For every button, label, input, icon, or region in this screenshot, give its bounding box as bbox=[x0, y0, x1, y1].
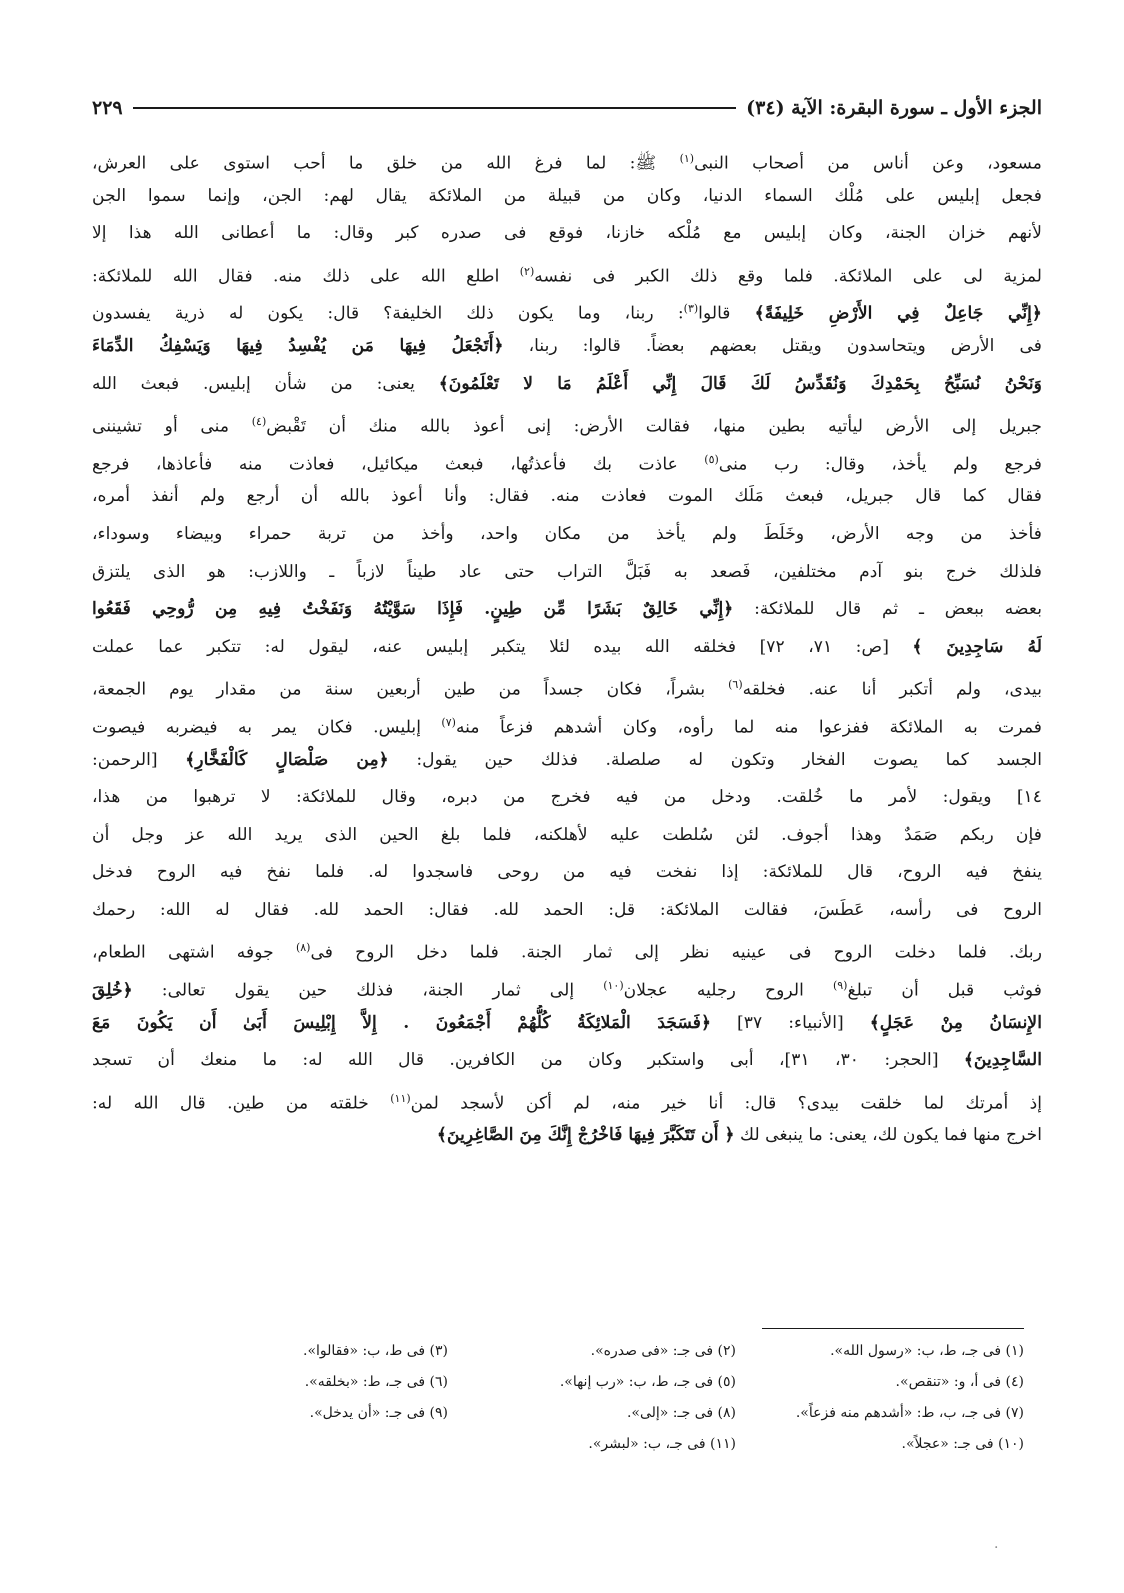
text-segment: اخرج منها فما يكون لك، يعنى: ما ينبغى لك bbox=[734, 1125, 1042, 1146]
text-segment: فوثب قبل أن تبلغ bbox=[847, 980, 1042, 1001]
text-segment: إذ أمرتك لما خلقت بيدى؟ قال: أنا خير منه، لم أكن لأسجد لمن bbox=[410, 1093, 1042, 1114]
text-line bbox=[92, 140, 1042, 178]
text-line bbox=[92, 441, 1042, 479]
footnote-marker: (٥) bbox=[704, 452, 719, 466]
text-line bbox=[92, 1117, 1042, 1155]
footnote: (١) فى جـ، ط، ب: «رسول الله». bbox=[830, 1343, 1024, 1359]
footnote: (١١) فى جـ، ب: «لبشر». bbox=[588, 1436, 736, 1452]
text-line bbox=[92, 591, 1042, 629]
text-segment: عاذت بك فأعذتُها، فبعث ميكائيل، فعاذت منه فأعاذها، فرجع bbox=[92, 454, 705, 475]
text-segment: فى الأرض ويتحاسدون ويقتل بعضهم بعضاً. قالوا: ربنا، bbox=[503, 335, 1042, 356]
text-segment: الروح فى رأسه، عَطَسَ، فقالت الملائكة: قل: الحمد لله. فقال: الحمد لله. فقال له الله: رحمك bbox=[92, 899, 1042, 920]
quran-verse: ﴿إِنِّي خَالِقٌ بَشَرًا مِّن طِينٍ. فَإِذَا سَوَّيْتُهُ وَنَفَخْتُ فِيهِ مِن رُّوحِي فَقَعُوا bbox=[92, 599, 734, 620]
text-segment: [الحجر: ٣٠، ٣١]، أبى واستكبر وكان من الكافرين. قال الله له: ما منعك أن تسجد bbox=[92, 1050, 964, 1071]
text-segment: [الرحمن: bbox=[92, 749, 186, 770]
text-segment: [ص: ٧١، ٧٢] فخلقه الله بيده لئلا يتكبر إبليس عنه، ليقول له: تتكبر عما عملت bbox=[92, 636, 913, 657]
text-segment: فمرت به الملائكة ففزعوا منه لما رأوه، وكان أشدهم فزعاً منه bbox=[455, 717, 1042, 738]
header-rule bbox=[133, 107, 737, 109]
page-number: ٢٢٩ bbox=[92, 97, 123, 119]
text-segment: فلذلك خرج بنو آدم مختلفين، فَصعد به فَبَلَّ التراب حتى عاد طيناً لازباً ـ واللازب: هو الذى يلتزق bbox=[92, 561, 1042, 582]
quran-verse: ﴿ أَن تَتَكَبَّرَ فِيهَا فَاخْرُجْ إِنَّكَ مِنَ الصَّاغِرِينَ﴾ bbox=[436, 1125, 735, 1146]
text-line bbox=[92, 629, 1042, 667]
footnote-marker: (١) bbox=[679, 152, 695, 165]
text-segment: [الأنبياء: ٣٧] bbox=[711, 1012, 870, 1033]
text-segment: فجعل إبليس على مُلْك السماء الدنيا، وكان من قبيلة من الملائكة يقال لهم: الجن، وإنما سموا الجن bbox=[92, 185, 1042, 206]
text-line bbox=[92, 892, 1042, 930]
footnote: (٤) فى أ، و: «تنقص». bbox=[895, 1374, 1024, 1390]
footnote-marker: (٣) bbox=[683, 302, 699, 316]
footnote-marker: (١٠) bbox=[603, 979, 624, 993]
quran-verse: ﴿إِنِّي جَاعِلٌ فِي الأَرْضِ خَلِيفَةً﴾ bbox=[754, 304, 1042, 325]
text-segment: الجسد كما يصوت الفخار وتكون له صلصلة. فذلك حين يقول: bbox=[388, 749, 1042, 770]
text-segment: إلى ثمار الجنة، فذلك حين يقول تعالى: bbox=[132, 980, 604, 1001]
text-line bbox=[92, 178, 1042, 216]
text-line bbox=[92, 1042, 1042, 1080]
text-segment: ﷺ: لما فرغ الله من خلق ما أحب استوى على العرش، bbox=[92, 153, 680, 174]
footnotes bbox=[160, 1337, 1024, 1458]
footnote: (١٠) فى جـ: «عجلاً». bbox=[901, 1436, 1024, 1452]
text-line bbox=[92, 554, 1042, 592]
footnote: (٧) فى جـ، ب، ط: «أشدهم منه فزعاً». bbox=[795, 1405, 1024, 1421]
text-segment: فأخذ من وجه الأرض، وخَلَطَ ولم يأخذ من مكان واحد، وأخذ من تربة حمراء وبيضاء وسوداء، bbox=[92, 523, 1042, 544]
text-line bbox=[92, 817, 1042, 855]
quran-verse: ﴿خُلِقَ bbox=[92, 980, 133, 1001]
quran-verse: السَّاجِدِينَ﴾ bbox=[963, 1050, 1042, 1071]
text-line bbox=[92, 478, 1042, 516]
text-line bbox=[92, 742, 1042, 780]
text-line bbox=[92, 328, 1042, 366]
text-line bbox=[92, 854, 1042, 892]
text-segment: فقال كما قال جبريل، فبعث مَلَك الموت فعاذت منه. فقال: وأنا أعوذ بالله أن أرجع ولم أنفذ أمره، bbox=[92, 486, 1042, 507]
text-line bbox=[92, 253, 1042, 291]
footnote: (٢) فى جـ: «فى صدره». bbox=[590, 1343, 736, 1359]
text-segment: مسعود، وعن أناس من أصحاب النبى bbox=[694, 153, 1042, 174]
text-segment: قالوا bbox=[698, 304, 755, 325]
footnote-marker: (٤) bbox=[251, 415, 267, 429]
text-segment: بعضه ببعض ـ ثم قال للملائكة: bbox=[733, 599, 1042, 620]
text-line bbox=[92, 516, 1042, 554]
footnote-marker: (١١) bbox=[390, 1091, 411, 1105]
footnote-marker: (٢) bbox=[519, 264, 535, 278]
text-line bbox=[92, 1005, 1042, 1043]
text-segment: لمزية لى على الملائكة. فلما وقع ذلك الكبر فى نفسه bbox=[534, 266, 1042, 287]
text-segment: ينفخ فيه الروح، قال للملائكة: إذا نفخت فيه من روحى فاسجدوا له. فلما نفخ فيه الروح فدخل bbox=[92, 862, 1042, 883]
text-line bbox=[92, 779, 1042, 817]
footnote: (٣) فى ط، ب: «فقالوا». bbox=[303, 1343, 448, 1359]
text-line bbox=[92, 215, 1042, 253]
text-line bbox=[92, 666, 1042, 704]
text-segment: الروح رجليه عجلان bbox=[623, 980, 833, 1001]
text-segment: اطلع الله على ذلك منه. فقال الله للملائكة: bbox=[92, 266, 520, 287]
footnote-marker: (٧) bbox=[441, 715, 456, 729]
text-line bbox=[92, 366, 1042, 404]
running-title: الجزء الأول ـ سورة البقرة: الآية (٣٤) bbox=[746, 97, 1042, 119]
text-segment: خلقته من طين. قال الله له: bbox=[92, 1093, 391, 1114]
text-line bbox=[92, 1080, 1042, 1118]
quran-verse: ﴿فَسَجَدَ الْمَلائِكَةُ كُلُّهُمْ أَجْمَعُونَ . إِلاَّ إِبْلِيسَ أَبَىٰ أَن يَكُونَ مَعَ bbox=[92, 1012, 712, 1033]
quran-verse: ﴿مِن صَلْصَالٍ كَالْفَخَّارِ﴾ bbox=[185, 749, 389, 770]
text-line bbox=[92, 967, 1042, 1005]
margin-mark: · bbox=[994, 1540, 999, 1556]
main-text bbox=[92, 140, 1042, 1155]
text-segment: إبليس. فكان يمر به فيضربه فيصوت bbox=[92, 717, 442, 738]
text-segment: ١٤] ويقول: لأمر ما خُلقت. ودخل من فيه فخرج من دبره، وقال للملائكة: لا ترهبوا من هذا، bbox=[92, 787, 1042, 808]
text-segment: فرجع ولم يأخذ، وقال: رب منى bbox=[718, 454, 1042, 475]
text-segment: جوفه اشتهى الطعام، bbox=[92, 943, 296, 964]
quran-verse: لَهُ سَاجِدِينَ ﴾ bbox=[912, 636, 1042, 657]
quran-verse: ﴿أَتَجْعَلُ فِيهَا مَن يُفْسِدُ فِيهَا وَيَسْفِكُ الدِّمَاءَ bbox=[92, 335, 504, 356]
text-segment: لأنهم خزان الجنة، وكان إبليس مع مُلْكه خازنا، فوقع فى صدره كبر وقال: ما أعطانى الله هذا إلا bbox=[92, 223, 1042, 244]
text-segment: يعنى: من شأن إبليس. فبعث الله bbox=[92, 373, 439, 394]
text-line bbox=[92, 290, 1042, 328]
text-segment: جبريل إلى الأرض ليأتيه بطين منها، فقالت الأرض: إنى أعوذ بالله منك أن تَقْبض bbox=[266, 416, 1042, 437]
text-segment: بشراً، فكان جسداً من طين أربعين سنة من مقدار يوم الجمعة، bbox=[92, 680, 729, 701]
quran-verse: وَنَحْنُ نُسَبِّحُ بِحَمْدِكَ وَنُقَدِّسُ لَكَ قَالَ إِنِّي أَعْلَمُ مَا لا تَعْلَمُونَ﴾ bbox=[438, 373, 1042, 394]
footnote: (٦) فى جـ، ط: «بخلقه». bbox=[304, 1374, 448, 1390]
text-segment: بيدى، ولم أتكبر أنا عنه. فخلقه bbox=[742, 680, 1042, 701]
text-line bbox=[92, 929, 1042, 967]
footnote-marker: (٨) bbox=[295, 941, 311, 955]
footnote-marker: (٩) bbox=[832, 979, 848, 993]
text-segment: : ربنا، وما يكون ذلك الخليفة؟ قال: يكون له ذرية يفسدون bbox=[92, 304, 684, 325]
text-line bbox=[92, 403, 1042, 441]
footnote-divider bbox=[762, 1328, 1024, 1329]
text-segment: منى أو تشيننى bbox=[92, 416, 252, 437]
footnote: (٩) فى جـ: «أن يدخل». bbox=[309, 1405, 448, 1421]
text-segment: ربك. فلما دخلت الروح فى عينيه نظر إلى ثمار الجنة. فلما دخل الروح فى bbox=[310, 943, 1042, 964]
page-header bbox=[92, 88, 1042, 128]
footnote: (٨) فى جـ: «إلى». bbox=[626, 1405, 736, 1421]
footnote-marker: (٦) bbox=[728, 678, 743, 692]
footnote: (٥) فى جـ، ط، ب: «رب إنها». bbox=[559, 1374, 736, 1390]
quran-verse: الإِنسَانُ مِنْ عَجَلٍ﴾ bbox=[869, 1012, 1042, 1033]
text-line bbox=[92, 704, 1042, 742]
text-segment: فإن ربكم صَمَدٌ وهذا أجوف. لئن سُلطت عليه لأهلكنه، فلما بلغ الحين الذى يريد الله عز وجل أن bbox=[92, 824, 1042, 845]
